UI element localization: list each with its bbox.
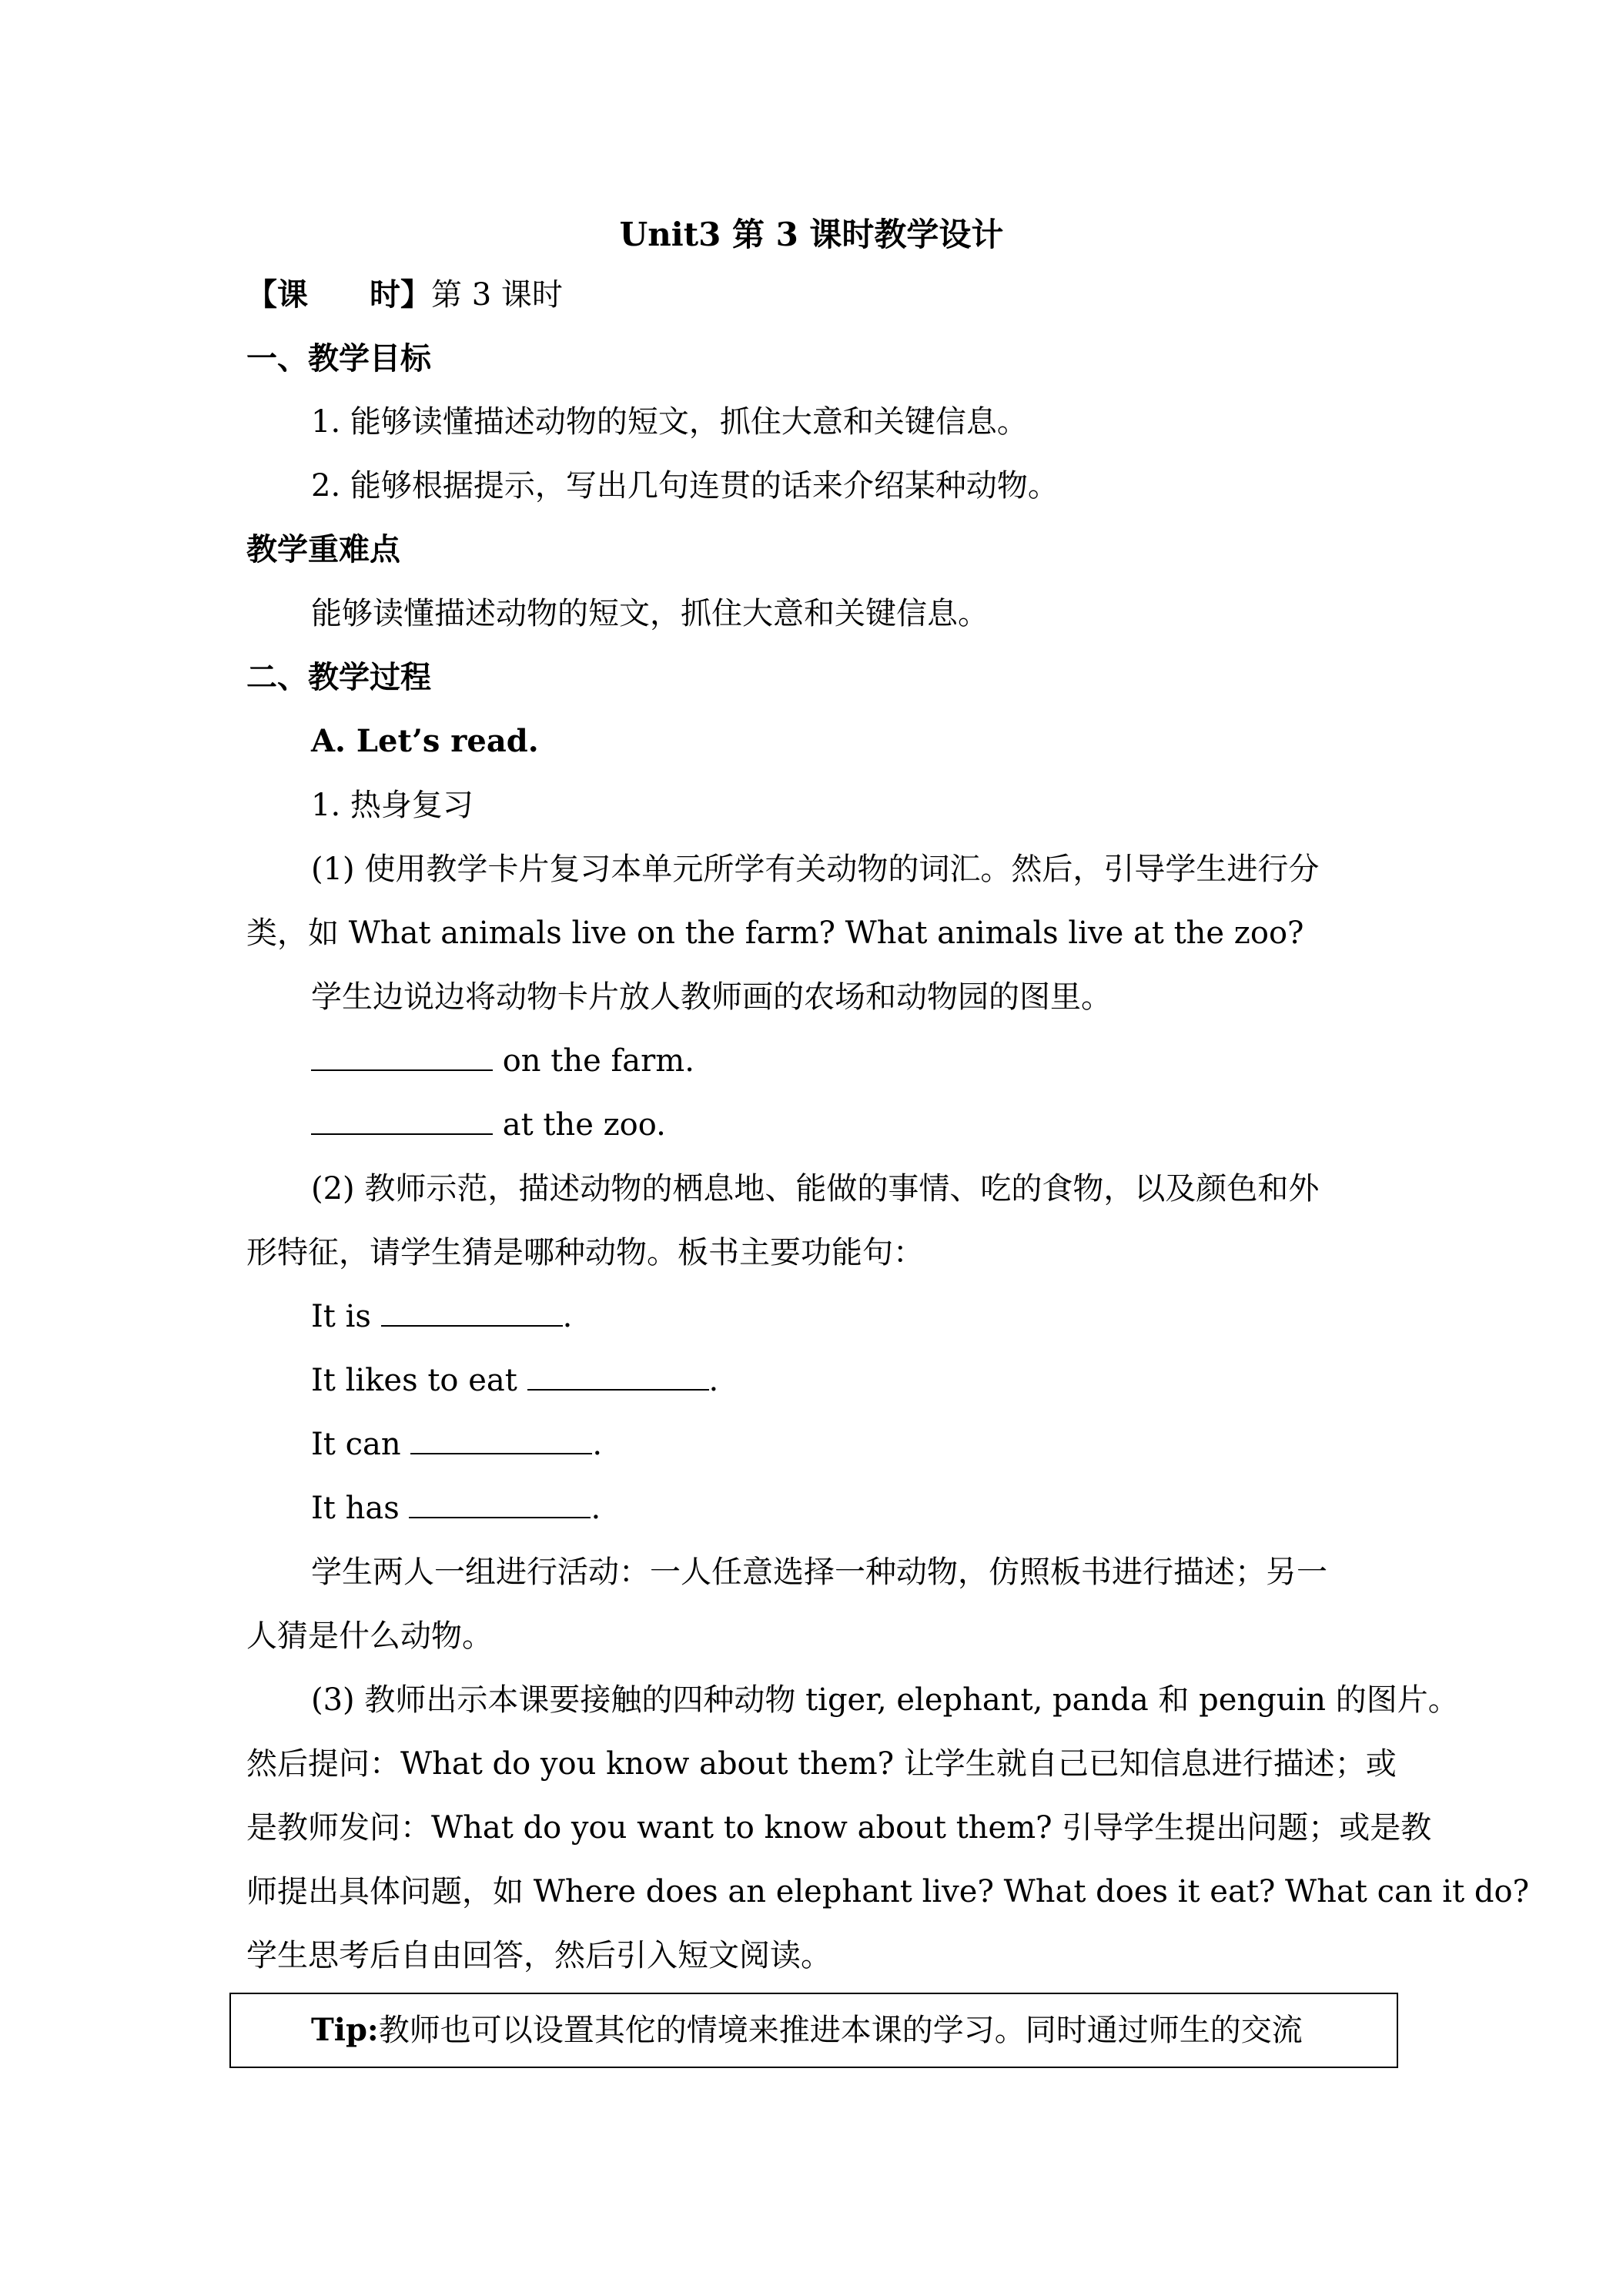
page-title: Unit3 第 3 课时教学设计 — [619, 216, 1004, 253]
blank-zoo-text: at the zoo. — [493, 1107, 666, 1143]
lesson-line — [246, 276, 1386, 314]
fill-blank — [311, 1043, 493, 1071]
frame-suffix: . — [591, 1491, 601, 1526]
paragraph-3-line-4: 师提出具体问题，如 Where does an elephant live? What does it eat? What can it do? — [246, 1874, 1530, 1909]
paragraph-1-line-1: (1) 使用教学卡片复习本单元所学有关动物的词汇。然后，引导学生进行分 — [311, 852, 1320, 887]
frame-prefix: It has — [311, 1491, 410, 1526]
pair-activity-line-2: 人猜是什么动物。 — [246, 1618, 493, 1654]
fill-blank — [409, 1491, 591, 1518]
tip-text: 教师也可以设置其佗的情境来推进本课的学习。同时通过师生的交流 — [378, 2013, 1303, 2048]
frame-prefix: It is — [311, 1299, 381, 1334]
section1-heading: 一、教学目标 — [246, 340, 431, 377]
lesson-value: 第 3 课时 — [431, 277, 563, 313]
frame-prefix: It likes to eat — [311, 1363, 527, 1398]
paragraph-2-line-1: (2) 教师示范，描述动物的栖息地、能做的事情、吃的食物，以及颜色和外 — [311, 1171, 1320, 1207]
pair-activity-line-1: 学生两人一组进行活动：一人任意选择一种动物，仿照板书进行描述；另一 — [311, 1555, 1327, 1590]
fill-blank — [410, 1427, 592, 1454]
sentence-frame-4 — [311, 1489, 1451, 1528]
fill-blank — [311, 1107, 493, 1135]
paragraph-1-line-2: 类，如 What animals live on the farm? What animals live at the zoo? — [246, 915, 1304, 951]
blank-farm-text: on the farm. — [493, 1043, 694, 1079]
key-points-heading: 教学重难点 — [246, 531, 400, 567]
tip-line — [311, 2011, 1303, 2050]
frame-suffix: . — [592, 1427, 603, 1462]
lesson-label: 【课 时】 — [246, 276, 431, 313]
fill-blank — [527, 1363, 709, 1391]
paragraph-3-line-2: 然后提问：What do you know about them? 让学生就自己已知信息进行描述；或 — [246, 1746, 1397, 1782]
part-a-heading: A. Let’s read. — [311, 723, 539, 759]
paragraph-3-line-3: 是教师发问：What do you want to know about them? 引导学生提出问题；或是教 — [246, 1810, 1432, 1846]
fill-blank — [381, 1299, 563, 1327]
sentence-frame-3 — [311, 1425, 1451, 1464]
frame-suffix: . — [562, 1299, 573, 1334]
sentence-frame-1 — [311, 1297, 1451, 1336]
paragraph-2-line-2: 形特征，请学生猜是哪种动物。板书主要功能句： — [246, 1235, 924, 1270]
blank-zoo-line — [311, 1106, 1451, 1144]
paragraph-1-line-3: 学生边说边将动物卡片放人教师画的农场和动物园的图里。 — [311, 979, 1112, 1015]
blank-farm-line — [311, 1042, 1451, 1080]
goal-2: 2. 能够根据提示，写出几句连贯的话来介绍某种动物。 — [311, 468, 1059, 504]
paragraph-3-line-5: 学生思考后自由回答，然后引入短文阅读。 — [246, 1938, 832, 1973]
key-points-text: 能够读懂描述动物的短文，抓住大意和关键信息。 — [311, 596, 989, 631]
frame-suffix: . — [708, 1363, 719, 1398]
tip-label: Tip: — [311, 2012, 379, 2048]
paragraph-3-line-1: (3) 教师出示本课要接触的四种动物 tiger, elephant, panda 和 penguin 的图片。 — [311, 1682, 1459, 1718]
section2-heading: 二、教学过程 — [246, 659, 431, 695]
frame-prefix: It can — [311, 1427, 411, 1462]
step1-heading: 1. 热身复习 — [311, 788, 474, 823]
goal-1: 1. 能够读懂描述动物的短文，抓住大意和关键信息。 — [311, 404, 1028, 440]
sentence-frame-2 — [311, 1361, 1451, 1400]
